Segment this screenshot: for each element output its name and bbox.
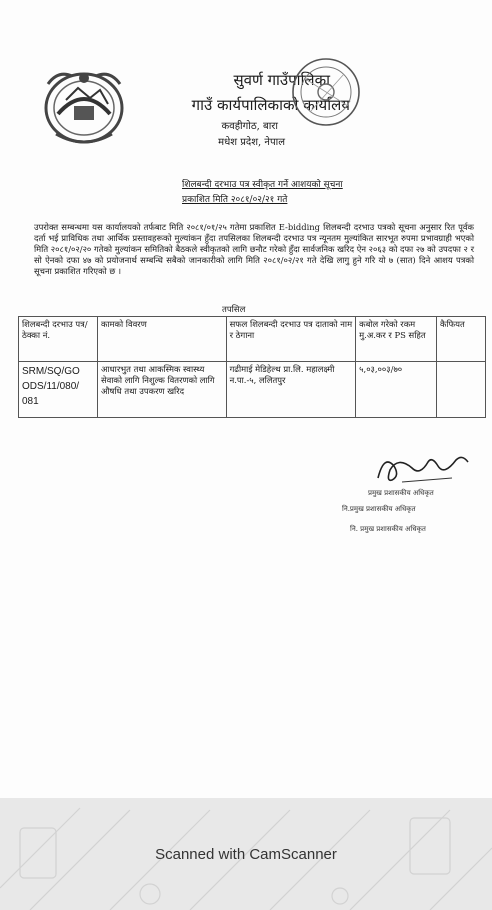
- header-bidder: सफल शिलबन्दी दरभाउ पत्र दाताको नाम र ठेगाना: [226, 317, 356, 362]
- cell-contract-no: SRM/SQ/GO ODS/11/080/ 081: [19, 362, 98, 418]
- office-name: सुवर्ण गाउँपालिका: [233, 71, 330, 89]
- signature-line-1: प्रमुख प्रशासकीय अधिकृत: [368, 489, 434, 497]
- header-remarks: कैफियत: [437, 317, 486, 362]
- header-description: कामको विवरण: [97, 317, 226, 362]
- office-subtitle: गाउँ कार्यपालिकाको कार्यालय: [191, 96, 350, 114]
- signature-line-2: नि.प्रमुख प्रशासकीय अधिकृत: [342, 505, 416, 513]
- office-address-line2: मधेश प्रदेश, नेपाल: [218, 137, 285, 148]
- table-row: [19, 362, 486, 418]
- cell-remarks: [437, 362, 486, 418]
- header-amount: कबोल गरेको रकम मु.अ.कर र PS सहित: [356, 317, 437, 362]
- cell-bidder: गढीमाई मेडिहेल्थ प्रा.लि. महालक्ष्मी न.पा.-५, ललितपुर: [226, 362, 356, 418]
- notice-title: शिलबन्दी दरभाउ पत्र स्वीकृत गर्ने आशयको सूचना: [182, 180, 343, 190]
- notice-published-date: प्रकाशित मिति २०८१/०२/२१ गते: [182, 195, 288, 205]
- notice-body: उपरोक्त सम्बन्धमा यस कार्यालयको तर्फबाट मिति २०८१/०१/२५ गतेमा प्रकाशित E-bidding शिलबन्दी दरभाउ पत्रको सूचना अनुसार रित पूर्वक दर्ता भई प्राविधिक तथा आर्थिक प्रस्तावहरूको मुल्यांकन हुँदा तपसिलका शिलबन्दी दरभाउ पत्र न्यूनतम मुल्यांकित सारभूत रुपमा प्रभावग्राही भएको मिति २०८१/०२/२० गतेको मुल्यांकन समितिको बैठकले स्वीकृतको लागि छनौट गरेको हुँदा सार्वजनिक खरिद ऐन २०६३ को दफा २७ को उपदफा २ र सो ऐनको दफा ४७ को प्रयोजनार्थ सम्बन्धि सबैको जानकारीको लागि मिति २०८१/०२/२१ गते देखि लागु हुने गरि यो ७ (सात) दिने आशय पत्रको सूचना प्रकाशित गरिएको छ ।: [34, 222, 474, 276]
- office-stamp: [290, 56, 362, 128]
- nepal-government-emblem: [38, 64, 130, 148]
- signature: [372, 448, 472, 488]
- award-table: [18, 316, 486, 418]
- table-header-row: [19, 317, 486, 362]
- cell-description: आधारभुत तथा आकस्मिक स्वास्थ्य सेवाको लागि निशुल्क वितरणको लागि औषधि तथा उपकरण खरिद: [97, 362, 226, 418]
- signature-line-3: नि. प्रमुख प्रशासकीय अधिकृत: [350, 525, 426, 533]
- scanner-watermark: Scanned with CamScanner: [155, 846, 337, 863]
- cell-amount: ५,०३,००३/७०: [356, 362, 437, 418]
- header-contract-no: शिलबन्दी दरभाउ पत्र/ठेक्का नं.: [19, 317, 98, 362]
- table-caption: तपसिल: [222, 305, 246, 315]
- office-address-line1: कवहीगोठ, बारा: [221, 121, 278, 132]
